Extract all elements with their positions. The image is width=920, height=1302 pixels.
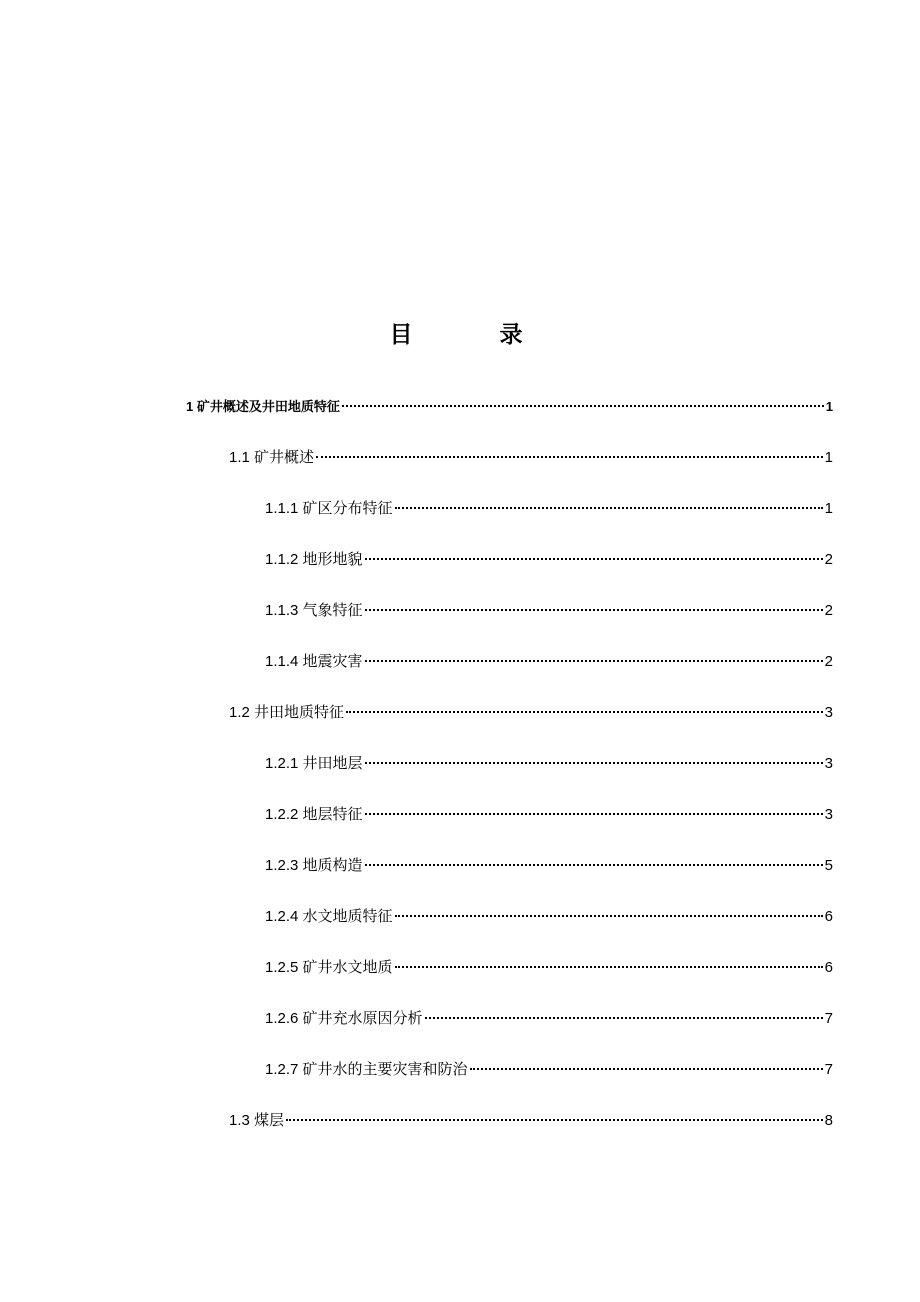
toc-entry-label: 1.1.4 地震灾害 bbox=[265, 653, 363, 670]
toc-entry-label: 1.3 煤层 bbox=[229, 1112, 285, 1129]
toc-entry-label: 1.1 矿井概述 bbox=[229, 449, 315, 466]
toc-dot-leader bbox=[365, 813, 823, 815]
toc-page-number: 8 bbox=[824, 1112, 833, 1129]
toc-entry[interactable] bbox=[265, 854, 833, 878]
toc-entry[interactable] bbox=[265, 803, 833, 827]
toc-entry-label: 1.2.7 矿井水的主要灾害和防治 bbox=[265, 1061, 468, 1078]
toc-entry-label: 1.2 井田地质特征 bbox=[229, 704, 345, 721]
toc-dot-leader bbox=[470, 1068, 823, 1070]
toc-page-number: 3 bbox=[824, 806, 833, 823]
toc-entry[interactable] bbox=[265, 956, 833, 980]
toc-dot-leader bbox=[395, 966, 823, 968]
toc-entry[interactable] bbox=[229, 1109, 833, 1133]
toc-entry-label: 1.1.1 矿区分布特征 bbox=[265, 500, 393, 517]
toc-entry[interactable] bbox=[229, 446, 833, 470]
toc-page-number: 7 bbox=[824, 1010, 833, 1027]
toc-dot-leader bbox=[342, 405, 824, 407]
toc-entry-label: 1.2.6 矿井充水原因分析 bbox=[265, 1010, 423, 1027]
toc-title: 目 录 bbox=[389, 321, 555, 347]
toc-page-number: 1 bbox=[824, 449, 833, 466]
toc-entry-label: 1.1.2 地形地貌 bbox=[265, 551, 363, 568]
toc-entry[interactable] bbox=[265, 1058, 833, 1082]
toc-entry-label: 1.1.3 气象特征 bbox=[265, 602, 363, 619]
toc-dot-leader bbox=[395, 507, 823, 509]
toc-page-number: 5 bbox=[824, 857, 833, 874]
toc-page-number: 2 bbox=[824, 653, 833, 670]
toc-dot-leader bbox=[286, 1119, 823, 1121]
toc-dot-leader bbox=[425, 1017, 823, 1019]
toc-page-number: 1 bbox=[825, 399, 833, 414]
toc-dot-leader bbox=[395, 915, 823, 917]
toc-dot-leader bbox=[365, 864, 823, 866]
toc-entry-label: 1.2.2 地层特征 bbox=[265, 806, 363, 823]
toc-page-number: 6 bbox=[824, 908, 833, 925]
toc-entry-label: 1.2.1 井田地层 bbox=[265, 755, 363, 772]
toc-entry[interactable] bbox=[229, 701, 833, 725]
toc-entry[interactable] bbox=[265, 599, 833, 623]
toc-entry[interactable] bbox=[186, 395, 833, 419]
toc-page-number: 1 bbox=[824, 500, 833, 517]
toc-entry[interactable] bbox=[265, 548, 833, 572]
toc-entry[interactable] bbox=[265, 752, 833, 776]
toc-entry-label: 1.2.5 矿井水文地质 bbox=[265, 959, 393, 976]
toc-page-number: 2 bbox=[824, 602, 833, 619]
toc-entry-label: 1 矿井概述及井田地质特征 bbox=[186, 399, 340, 414]
toc-page-number: 3 bbox=[824, 755, 833, 772]
toc-entry-label: 1.2.3 地质构造 bbox=[265, 857, 363, 874]
toc-page-number: 7 bbox=[824, 1061, 833, 1078]
toc-dot-leader bbox=[316, 456, 823, 458]
toc-dot-leader bbox=[346, 711, 823, 713]
toc-entry[interactable] bbox=[265, 905, 833, 929]
toc-page-number: 3 bbox=[824, 704, 833, 721]
toc-dot-leader bbox=[365, 558, 823, 560]
toc-page-number: 6 bbox=[824, 959, 833, 976]
toc-entry[interactable] bbox=[265, 497, 833, 521]
toc-entry[interactable] bbox=[265, 1007, 833, 1031]
toc-dot-leader bbox=[365, 609, 823, 611]
toc-page-number: 2 bbox=[824, 551, 833, 568]
toc-dot-leader bbox=[365, 762, 823, 764]
toc-entry-label: 1.2.4 水文地质特征 bbox=[265, 908, 393, 925]
toc-entry[interactable] bbox=[265, 650, 833, 674]
toc-dot-leader bbox=[365, 660, 823, 662]
